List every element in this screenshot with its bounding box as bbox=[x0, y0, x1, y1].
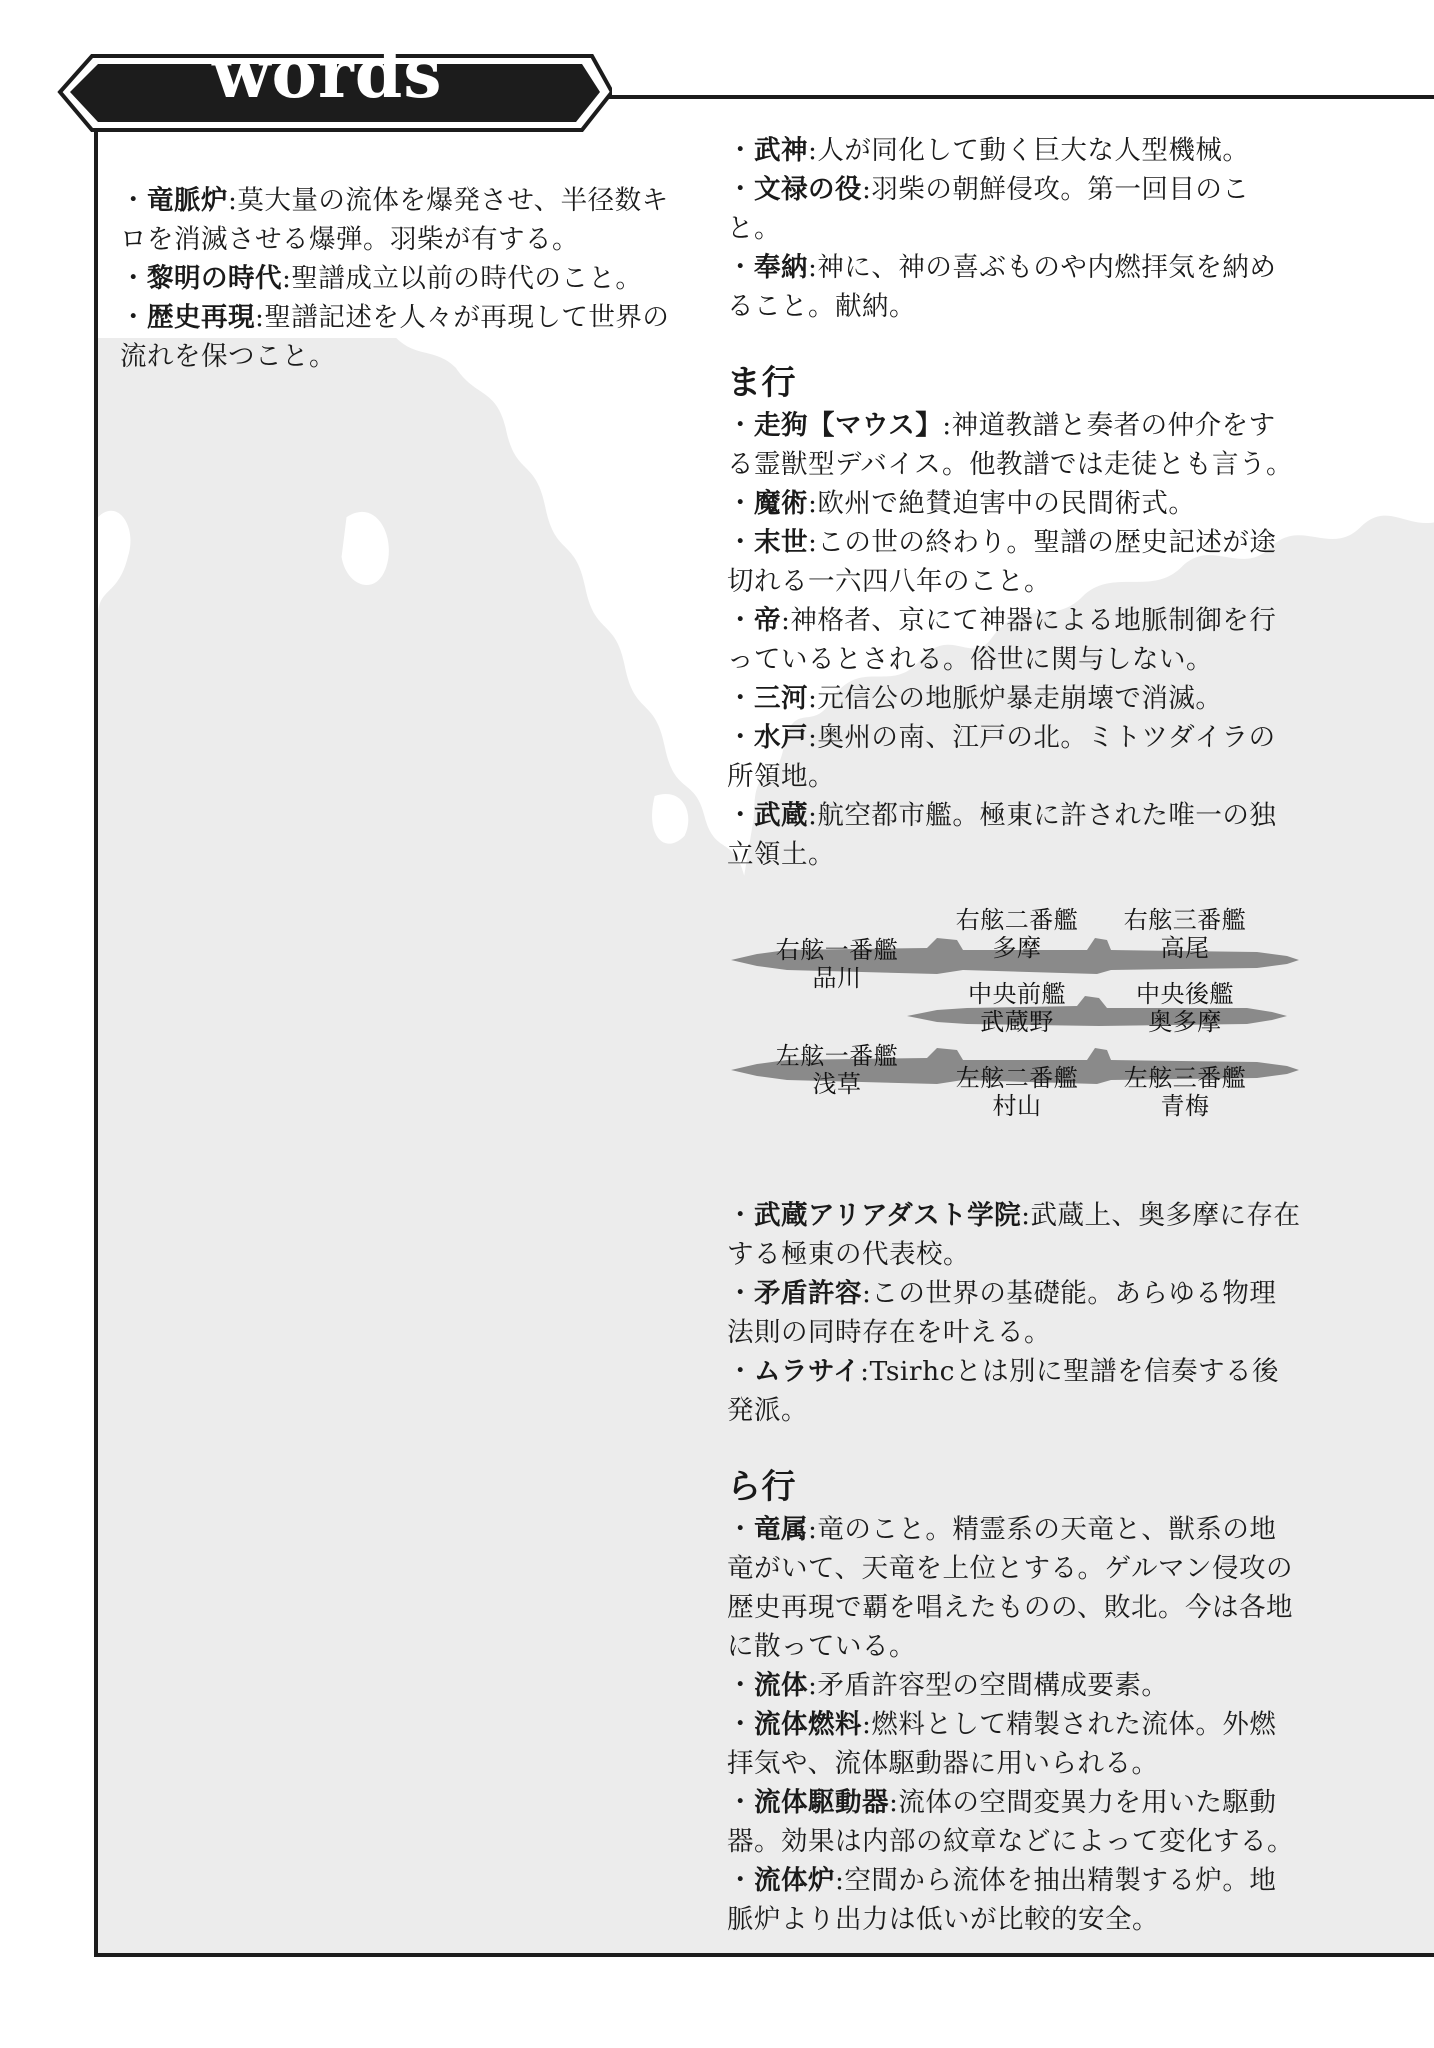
ship-label bbox=[1105, 906, 1265, 962]
entry-term: 奉納 bbox=[754, 252, 808, 283]
ship-label bbox=[937, 1064, 1097, 1120]
entry-definition: :燃料として精製された流体。外燃拝気や、流体駆動器に用いられる。 bbox=[727, 1709, 1277, 1779]
ship-label bbox=[757, 936, 917, 992]
ship-name: 青梅 bbox=[1160, 1092, 1210, 1120]
entry-definition: :この世の終わり。聖譜の歴史記述が途切れる一六四八年のこと。 bbox=[727, 527, 1277, 597]
ship-name: 村山 bbox=[992, 1092, 1042, 1120]
ship-label bbox=[937, 980, 1097, 1036]
entry-definition: :Tsirhcとは別に聖譜を信奏する後発派。 bbox=[727, 1356, 1279, 1426]
entry-term: 黎明の時代 bbox=[147, 263, 282, 294]
ship-name: 武蔵野 bbox=[980, 1008, 1054, 1036]
entry-definition: :元信公の地脈炉暴走崩壊で消滅。 bbox=[808, 683, 1223, 714]
ship-designation: 中央前艦 bbox=[968, 980, 1066, 1008]
glossary-entry: ・竜脈炉:莫大量の流体を爆発させ、半径数キロを消滅させる爆弾。羽柴が有する。 bbox=[120, 185, 669, 255]
musashi-fleet-diagram bbox=[727, 904, 1302, 1154]
ship-name: 浅草 bbox=[812, 1070, 862, 1098]
glossary-entry: ・末世:この世の終わり。聖譜の歴史記述が途切れる一六四八年のこと。 bbox=[727, 527, 1277, 597]
entry-definition: :聖譜成立以前の時代のこと。 bbox=[282, 263, 643, 294]
glossary-entry: ・武蔵アリアダスト学院:武蔵上、奥多摩に存在する極東の代表校。 bbox=[727, 1200, 1301, 1270]
entry-definition: :矛盾許容型の空間構成要素。 bbox=[808, 1670, 1169, 1701]
entry-term: 武神 bbox=[754, 135, 808, 166]
glossary-entry: ・矛盾許容:この世界の基礎能。あらゆる物理法則の同時存在を叶える。 bbox=[727, 1278, 1277, 1348]
entry-definition: :神に、神の喜ぶものや内燃拝気を納めること。献納。 bbox=[727, 252, 1277, 322]
glossary-entry: ・文禄の役:羽柴の朝鮮侵攻。第一回目のこと。 bbox=[727, 174, 1250, 244]
ship-name: 品川 bbox=[812, 964, 862, 992]
glossary-entry: ・三河:元信公の地脈炉暴走崩壊で消滅。 bbox=[727, 683, 1223, 714]
entry-definition: :聖譜記述を人々が再現して世界の流れを保つこと。 bbox=[120, 302, 670, 372]
entry-definition: :空間から流体を抽出精製する炉。地脈炉より出力は低いが比較的安全。 bbox=[727, 1865, 1277, 1935]
entry-term: 水戸 bbox=[754, 722, 808, 753]
entry-term: 歴史再現 bbox=[147, 302, 255, 333]
glossary-entry: ・帝:神格者、京にて神器による地脈制御を行っているとされる。俗世に関与しない。 bbox=[727, 605, 1277, 675]
glossary-entry: ・流体燃料:燃料として精製された流体。外燃拝気や、流体駆動器に用いられる。 bbox=[727, 1709, 1277, 1779]
ship-designation: 中央後艦 bbox=[1136, 980, 1234, 1008]
ship-designation: 右舷一番艦 bbox=[775, 936, 899, 964]
entry-term: 武蔵アリアダスト学院 bbox=[754, 1200, 1022, 1231]
entry-term: 末世 bbox=[754, 527, 808, 558]
entry-definition: :武蔵上、奥多摩に存在する極東の代表校。 bbox=[727, 1200, 1301, 1270]
entry-definition: :欧州で絶賛迫害中の民間術式。 bbox=[808, 488, 1196, 519]
ship-designation: 右舷三番艦 bbox=[1123, 906, 1247, 934]
entry-definition: :羽柴の朝鮮侵攻。第一回目のこと。 bbox=[727, 174, 1250, 244]
entry-definition: :人が同化して動く巨大な人型機械。 bbox=[808, 135, 1250, 166]
right-column bbox=[727, 131, 1302, 1939]
glossary-entry: ・黎明の時代:聖譜成立以前の時代のこと。 bbox=[120, 263, 643, 294]
entry-term: 流体 bbox=[754, 1670, 808, 1701]
entry-term: 文禄の役 bbox=[754, 174, 862, 205]
ship-designation: 左舷二番艦 bbox=[955, 1064, 1079, 1092]
glossary-entry: ・奉納:神に、神の喜ぶものや内燃拝気を納めること。献納。 bbox=[727, 252, 1277, 322]
entry-term: 走狗【マウス】 bbox=[754, 410, 943, 441]
ship-name: 多摩 bbox=[992, 934, 1042, 962]
glossary-entry: ・武蔵:航空都市艦。極東に許された唯一の独立領土。 bbox=[727, 800, 1277, 870]
glossary-entry: ・流体駆動器:流体の空間変異力を用いた駆動器。効果は内部の紋章などによって変化する。 bbox=[727, 1787, 1294, 1857]
glossary-entry: ・武神:人が同化して動く巨大な人型機械。 bbox=[727, 135, 1250, 166]
left-column bbox=[120, 181, 695, 376]
entry-definition: :竜のこと。精霊系の天竜と、獣系の地竜がいて、天竜を上位とする。ゲルマン侵攻の歴史再現で覇を唱えたものの、敗北。今は各地に散っている。 bbox=[727, 1514, 1293, 1662]
entry-definition: :航空都市艦。極東に許された唯一の独立領土。 bbox=[727, 800, 1277, 870]
header-title: words bbox=[212, 34, 443, 114]
ship-name: 奥多摩 bbox=[1148, 1008, 1222, 1036]
ship-label bbox=[1105, 1064, 1265, 1120]
ship-designation: 左舷一番艦 bbox=[775, 1042, 899, 1070]
entry-term: 三河 bbox=[754, 683, 808, 714]
entry-definition: :奥州の南、江戸の北。ミトツダイラの所領地。 bbox=[727, 722, 1276, 792]
ship-designation: 左舷三番艦 bbox=[1123, 1064, 1247, 1092]
entry-term: 魔術 bbox=[754, 488, 808, 519]
ship-designation: 右舷二番艦 bbox=[955, 906, 1079, 934]
section-title-ra: ら行 bbox=[727, 1467, 796, 1507]
glossary-entry: ・流体炉:空間から流体を抽出精製する炉。地脈炉より出力は低いが比較的安全。 bbox=[727, 1865, 1277, 1935]
glossary-entry: ・竜属:竜のこと。精霊系の天竜と、獣系の地竜がいて、天竜を上位とする。ゲルマン侵攻の歴史再現で覇を唱えたものの、敗北。今は各地に散っている。 bbox=[727, 1514, 1293, 1662]
glossary-entry: ・ムラサイ:Tsirhcとは別に聖譜を信奏する後発派。 bbox=[727, 1356, 1279, 1426]
glossary-entry: ・水戸:奥州の南、江戸の北。ミトツダイラの所領地。 bbox=[727, 722, 1276, 792]
entry-term: 竜脈炉 bbox=[147, 185, 228, 216]
glossary-entry: ・魔術:欧州で絶賛迫害中の民間術式。 bbox=[727, 488, 1196, 519]
glossary-entry: ・流体:矛盾許容型の空間構成要素。 bbox=[727, 1670, 1169, 1701]
entry-term: 武蔵 bbox=[754, 800, 808, 831]
entry-term: 帝 bbox=[754, 605, 781, 636]
ship-label bbox=[937, 906, 1097, 962]
entry-definition: :神道教譜と奏者の仲介をする霊獣型デバイス。他教譜では走徒とも言う。 bbox=[727, 410, 1293, 480]
entry-definition: :神格者、京にて神器による地脈制御を行っているとされる。俗世に関与しない。 bbox=[727, 605, 1277, 675]
ship-name: 高尾 bbox=[1160, 934, 1210, 962]
entry-term: 矛盾許容 bbox=[754, 1278, 862, 1309]
entry-term: ムラサイ bbox=[754, 1356, 861, 1387]
entry-definition: :莫大量の流体を爆発させ、半径数キロを消滅させる爆弾。羽柴が有する。 bbox=[120, 185, 669, 255]
entry-term: 流体燃料 bbox=[754, 1709, 862, 1740]
ship-label bbox=[757, 1042, 917, 1098]
ship-label bbox=[1105, 980, 1265, 1036]
entry-term: 流体駆動器 bbox=[754, 1787, 889, 1818]
glossary-entry: ・走狗【マウス】:神道教譜と奏者の仲介をする霊獣型デバイス。他教譜では走徒とも言う。 bbox=[727, 410, 1293, 480]
entry-definition: :この世界の基礎能。あらゆる物理法則の同時存在を叶える。 bbox=[727, 1278, 1277, 1348]
section-title-ma: ま行 bbox=[727, 363, 796, 403]
entry-term: 竜属 bbox=[754, 1514, 808, 1545]
entry-term: 流体炉 bbox=[754, 1865, 835, 1896]
entry-definition: :流体の空間変異力を用いた駆動器。効果は内部の紋章などによって変化する。 bbox=[727, 1787, 1294, 1857]
glossary-entry: ・歴史再現:聖譜記述を人々が再現して世界の流れを保つこと。 bbox=[120, 302, 670, 372]
